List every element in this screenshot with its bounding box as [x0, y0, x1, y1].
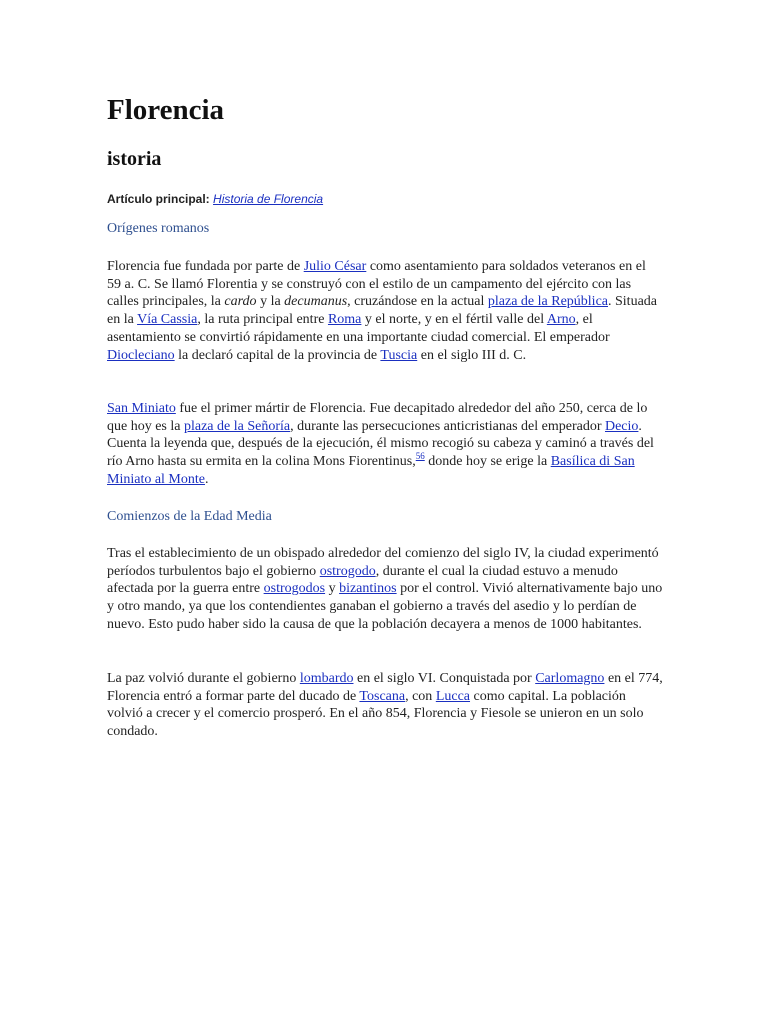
link-toscana[interactable]: Toscana [359, 688, 406, 704]
link-historia-de-florencia[interactable]: Historia de Florencia [213, 192, 324, 206]
link-plaza-de-la-republica[interactable]: plaza de la República [487, 294, 608, 310]
subheading-origenes-romanos: Orígenes romanos [107, 221, 210, 236]
page-title: Florencia [107, 94, 225, 126]
link-julio-cesar[interactable]: Julio César [303, 259, 367, 274]
link-ostrogodos[interactable]: ostrogodos [263, 581, 326, 597]
main-article-note [107, 190, 323, 208]
link-basilica-san-miniato[interactable]: Basílica di San Miniato al Monte [107, 454, 635, 487]
reference-56[interactable]: 56 [415, 451, 425, 462]
link-diocleciano[interactable]: Diocleciano [107, 347, 175, 363]
main-article-label: Artículo principal: [107, 192, 210, 206]
link-roma[interactable]: Roma [327, 312, 362, 328]
paragraph-origins: Florencia fue fundada por parte de Julio César como asentamiento para soldados veteranos en el 59 a. C. Se llamó Florentia y se construyó con el estilo de un campamento del ejército con las calles principales, la cardo y la decumanus, cruzándose en la actual plaza de la República. Situada en la Vía Cassia, la ruta principal entre Roma y el norte, y en el fértil valle del Arno, el asentamiento se convirtió rápidamente en una importante ciudad comercial. El emperador Diocleciano la declaró capital de la provincia de Tuscia en el siglo III d. C. [107, 259, 657, 363]
link-lombardo[interactable]: lombardo [299, 671, 354, 686]
section-heading-historia: istoria [107, 148, 162, 170]
paragraph-lombard: La paz volvió durante el gobierno lombardo en el siglo VI. Conquistada por Carlomagno en el 774, Florencia entró a formar parte del ducado de Toscana, con Lucca como capital. La población volvió a crecer y el comercio prosperó. En el año 854, Florencia y Fiesole se unieron en un solo condado. [107, 671, 663, 740]
subheading-comienzos-edad-media: Comienzos de la Edad Media [107, 509, 272, 524]
link-decio[interactable]: Decio [604, 418, 639, 434]
link-san-miniato[interactable]: San Miniato [107, 401, 176, 416]
link-bizantinos[interactable]: bizantinos [339, 581, 397, 597]
paragraph-middle-ages: Tras el establecimiento de un obispado alrededor del comienzo del siglo IV, la ciudad experimentó períodos turbulentos bajo el gobierno ostrogodo, durante el cual la ciudad estuvo a menudo afectada por la guerra entre ostrogodos y bizantinos por el control. Vivió alternativamente bajo uno y otro mando, ya que los contendientes ganaban el gobierno a través del asedio y lo perdían de nuevo. Esto pudo haber sido la causa de que la población decayera a menos de 1000 habitantes. [107, 546, 663, 632]
paragraph-san-miniato: San Miniato fue el primer mártir de Florencia. Fue decapitado alrededor del año 250, cerca de lo que hoy es la plaza de la Señoría, durante las persecuciones anticristianas del emperador Decio. Cuenta la leyenda que, después de la ejecución, él mismo recogió su cabeza y caminó a través del río Arno hasta su ermita en la colina Mons Fiorentinus,$^{56}$ donde hoy se erige la Basílica di San Miniato al Monte. [107, 401, 654, 487]
link-lucca[interactable]: Lucca [435, 688, 471, 704]
link-carlomagno[interactable]: Carlomagno [535, 671, 605, 686]
link-arno[interactable]: Arno [546, 312, 576, 328]
link-tuscia[interactable]: Tuscia [380, 347, 418, 363]
link-plaza-de-la-senoria[interactable]: plaza de la Señoría [183, 418, 291, 434]
link-ostrogodo[interactable]: ostrogodo [319, 563, 376, 579]
link-via-cassia[interactable]: Vía Cassia [137, 312, 198, 328]
